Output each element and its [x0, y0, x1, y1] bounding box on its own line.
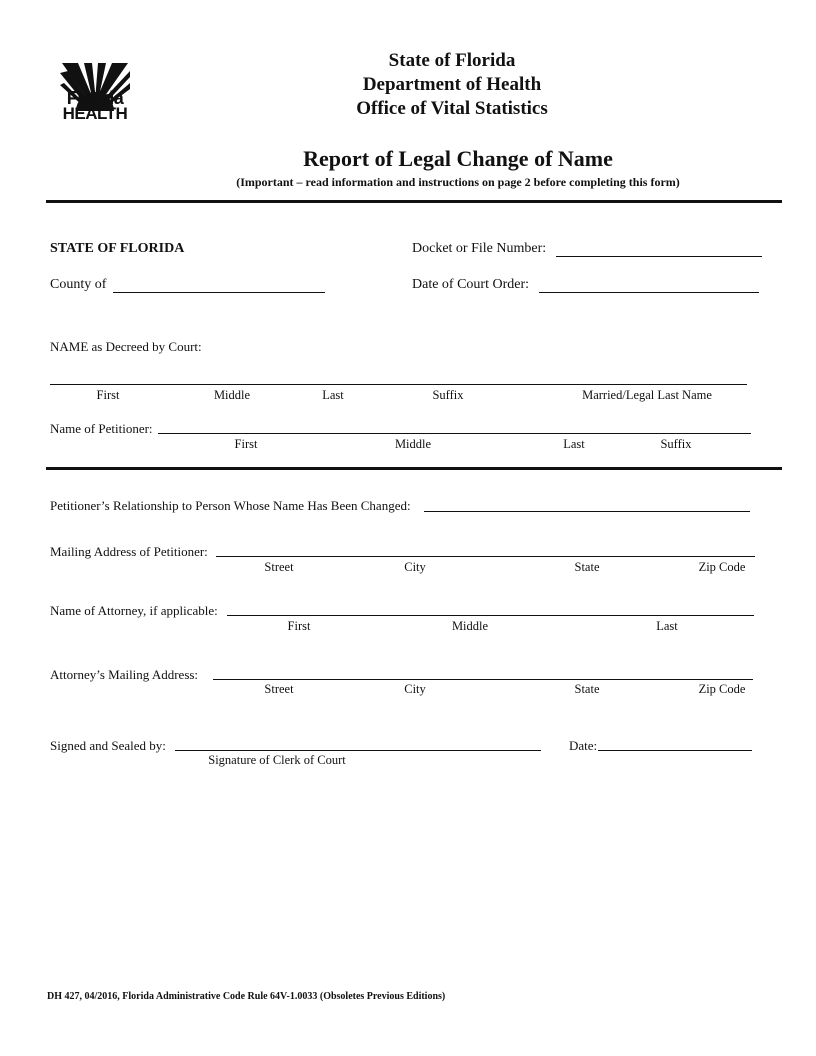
decreed-middle-caption: Middle — [213, 388, 251, 402]
attorney-first-caption: First — [287, 619, 311, 633]
state-of-florida-label: STATE OF FLORIDA — [50, 241, 185, 256]
agency-department: Department of Health — [362, 74, 542, 95]
mailing-address-label: Mailing Address of Petitioner: — [50, 544, 208, 559]
county-label: County of — [50, 277, 107, 292]
attorney-address-field[interactable] — [213, 679, 753, 680]
petitioner-suffix-caption: Suffix — [660, 437, 692, 451]
attorney-last-caption: Last — [656, 619, 678, 633]
form-subtitle: (Important – read information and instructions on page 2 before completing this form) — [236, 175, 680, 189]
county-field[interactable] — [113, 292, 325, 293]
docket-field[interactable] — [556, 256, 762, 257]
logo-text-health: HEALTH — [62, 104, 128, 123]
agency-office: Office of Vital Statistics — [356, 98, 548, 119]
petitioner-field[interactable] — [158, 433, 751, 434]
attorney-street-caption: Street — [264, 682, 294, 696]
name-decreed-field[interactable] — [50, 384, 747, 385]
logo-text-florida: Florida — [66, 88, 124, 108]
form-footer: DH 427, 04/2016, Florida Administrative Code Rule 64V-1.0033 (Obsoletes Previous Editions) — [47, 991, 446, 1002]
signed-sealed-label: Signed and Sealed by: — [50, 738, 166, 753]
petitioner-label: Name of Petitioner: — [50, 421, 153, 436]
attorney-city-caption: City — [404, 682, 426, 696]
divider-middle — [46, 467, 782, 470]
attorney-name-field[interactable] — [227, 615, 754, 616]
mailing-state-caption: State — [574, 560, 600, 574]
petitioner-middle-caption: Middle — [394, 437, 432, 451]
attorney-name-label: Name of Attorney, if applicable: — [50, 603, 218, 618]
mailing-city-caption: City — [404, 560, 426, 574]
signature-caption: Signature of Clerk of Court — [208, 753, 346, 767]
agency-state: State of Florida — [388, 50, 516, 71]
date-field[interactable] — [598, 750, 752, 751]
attorney-state-caption: State — [574, 682, 600, 696]
petitioner-first-caption: First — [234, 437, 258, 451]
relationship-label: Petitioner’s Relationship to Person Whose Name Has Been Changed: — [50, 498, 411, 513]
decreed-first-caption: First — [96, 388, 120, 402]
court-date-field[interactable] — [539, 292, 759, 293]
date-label: Date: — [569, 738, 598, 753]
attorney-address-label: Attorney’s Mailing Address: — [50, 667, 199, 682]
attorney-zip-caption: Zip Code — [698, 682, 746, 696]
mailing-address-field[interactable] — [216, 556, 755, 557]
decreed-married-caption: Married/Legal Last Name — [582, 388, 712, 402]
mailing-street-caption: Street — [264, 560, 294, 574]
petitioner-last-caption: Last — [563, 437, 585, 451]
attorney-middle-caption: Middle — [451, 619, 489, 633]
relationship-field[interactable] — [424, 511, 750, 512]
decreed-last-caption: Last — [322, 388, 344, 402]
decreed-suffix-caption: Suffix — [432, 388, 464, 402]
docket-label: Docket or File Number: — [412, 241, 547, 256]
court-date-label: Date of Court Order: — [412, 277, 530, 292]
form-title: Report of Legal Change of Name — [303, 146, 613, 171]
name-decreed-label: NAME as Decreed by Court: — [50, 339, 202, 354]
clerk-signature-field[interactable] — [175, 750, 541, 751]
divider-top — [46, 200, 782, 203]
mailing-zip-caption: Zip Code — [698, 560, 746, 574]
